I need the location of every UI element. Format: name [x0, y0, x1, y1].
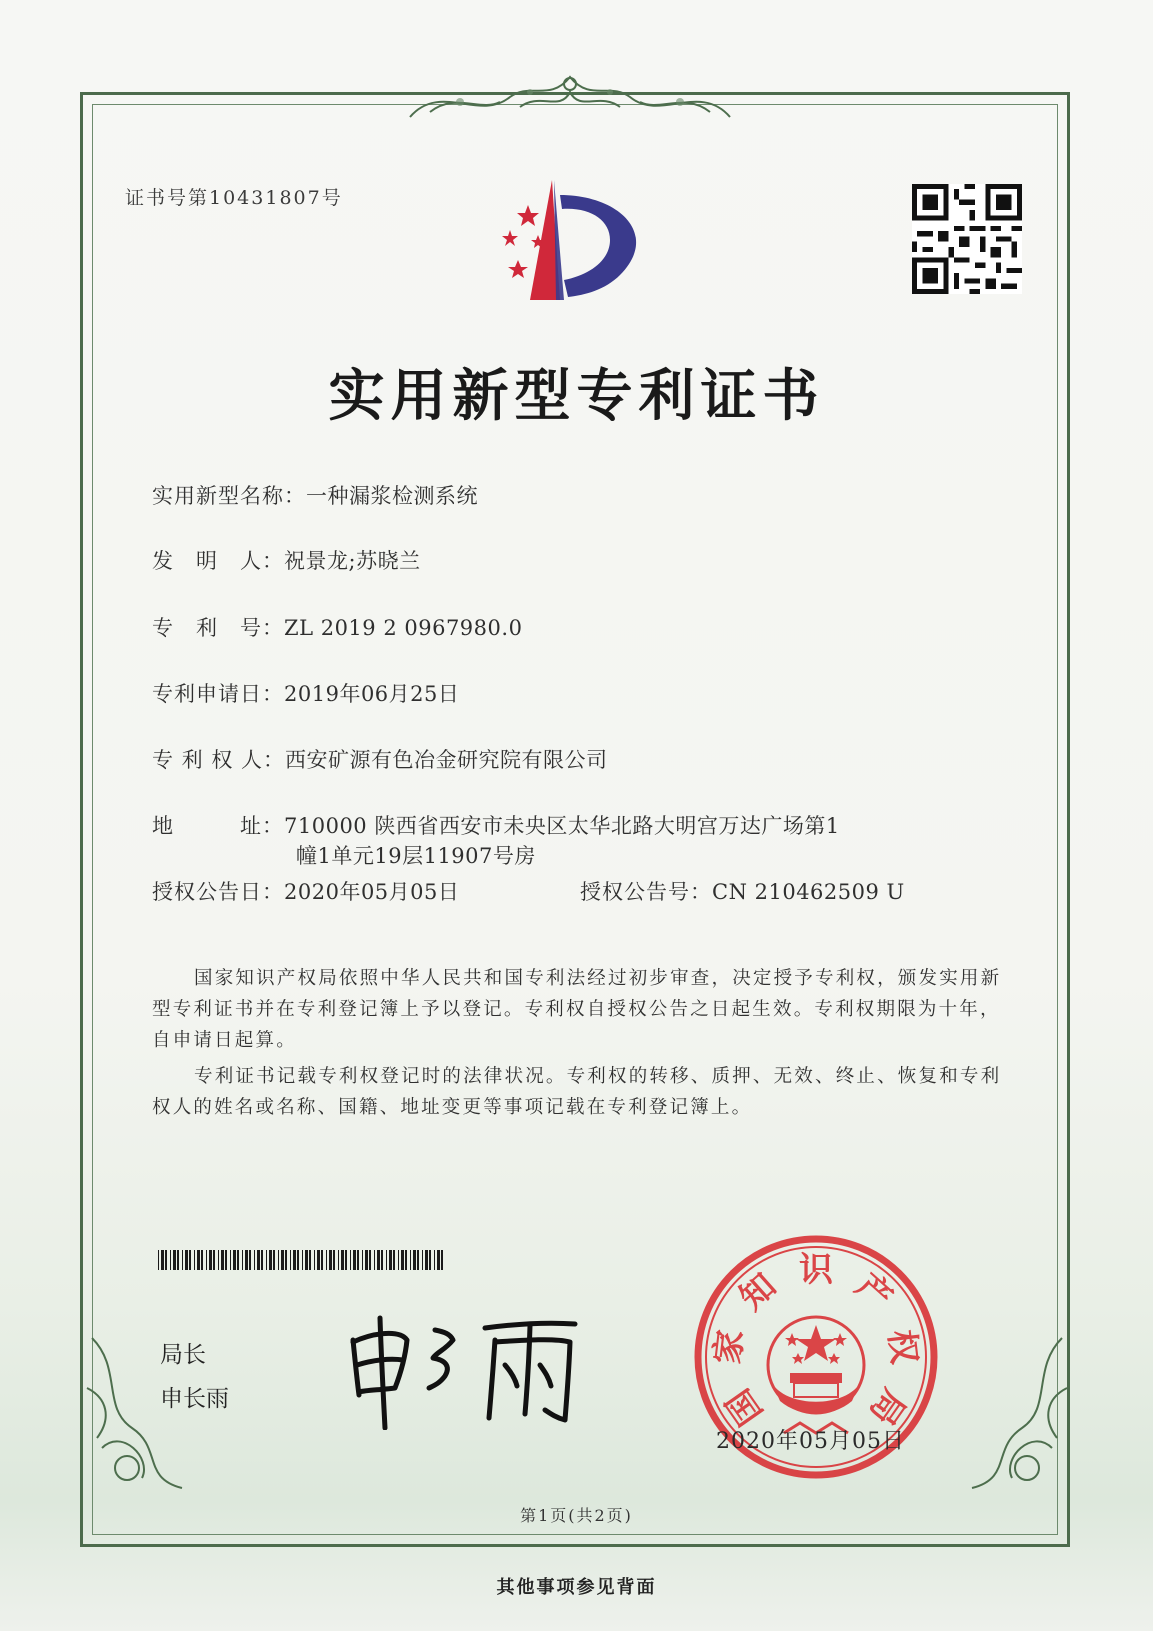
utility-model-name-row — [152, 480, 478, 510]
top-scroll-ornament — [400, 62, 740, 132]
address-continuation — [296, 840, 536, 870]
grant-statement-paragraph: 国家知识产权局依照中华人民共和国专利法经过初步审查，决定授予专利权，颁发实用新型专利证书并在专利登记簿上予以登记。专利权自授权公告之日起生效。专利权期限为十年，自申请日起算。 — [152, 968, 1002, 1051]
seal-character: 家 — [707, 1327, 752, 1367]
certificate-number: 证书号第10431807号 — [125, 187, 343, 209]
address-label: 地 址： — [152, 814, 284, 838]
name-label: 实用新型名称： — [152, 484, 306, 508]
patent-number-row — [152, 612, 522, 642]
patentee-label: 专 利 权 人： — [152, 748, 286, 772]
seal-character: 局 — [861, 1381, 914, 1433]
director-name: 申长雨 — [160, 1386, 229, 1412]
address-row — [152, 810, 840, 840]
name-value: 一种漏浆检测系统 — [306, 484, 478, 508]
seal-character: 知 — [732, 1265, 785, 1319]
director-title: 局长 — [160, 1342, 206, 1368]
grant-date-row — [152, 876, 459, 906]
inventor-row — [152, 545, 421, 575]
back-side-note: 其他事项参见背面 — [496, 1577, 657, 1598]
seal-date: 2020年05月05日 — [716, 1429, 905, 1454]
inventor-label: 发 明 人： — [152, 549, 284, 573]
barcode-icon — [158, 1250, 446, 1270]
address-line-1: 710000 陕西省西安市未央区太华北路大明宫万达广场第1 — [284, 814, 840, 838]
seal-character: 产 — [847, 1265, 900, 1319]
address-line-2: 幢1单元19层11907号房 — [296, 844, 536, 868]
patentee-row — [152, 744, 608, 774]
seal-character: 国 — [718, 1381, 771, 1433]
legal-status-paragraph: 专利证书记载专利权登记时的法律状况。专利权的转移、质押、无效、终止、恢复和专利权人的姓名或名称、国籍、地址变更等事项记载在专利登记簿上。 — [152, 1066, 1002, 1118]
application-date-label: 专利申请日： — [152, 682, 284, 706]
application-date-value: 2019年06月25日 — [284, 682, 460, 706]
bottom-right-corner-ornament — [932, 1328, 1072, 1498]
grant-number-value: CN 210462509 U — [712, 880, 905, 904]
grant-number-row — [580, 876, 905, 906]
cnipa-logo-icon — [490, 175, 665, 315]
grant-date-label: 授权公告日： — [152, 880, 284, 904]
grant-date-value: 2020年05月05日 — [284, 880, 460, 904]
director-signature — [345, 1310, 590, 1430]
application-date-row — [152, 678, 459, 708]
inventor-value: 祝景龙;苏晓兰 — [284, 549, 421, 573]
patentee-value: 西安矿源有色冶金研究院有限公司 — [285, 748, 608, 772]
patent-number-value: ZL 2019 2 0967980.0 — [284, 616, 523, 640]
grant-number-label: 授权公告号： — [580, 880, 712, 904]
patent-number-label: 专 利 号： — [152, 616, 284, 640]
qr-code-icon[interactable] — [912, 184, 1022, 294]
certificate-title: 实用新型专利证书 — [328, 363, 825, 429]
seal-character: 识 — [799, 1250, 833, 1290]
page-number: 第1页(共2页) — [520, 1506, 633, 1525]
seal-character: 权 — [880, 1327, 925, 1367]
